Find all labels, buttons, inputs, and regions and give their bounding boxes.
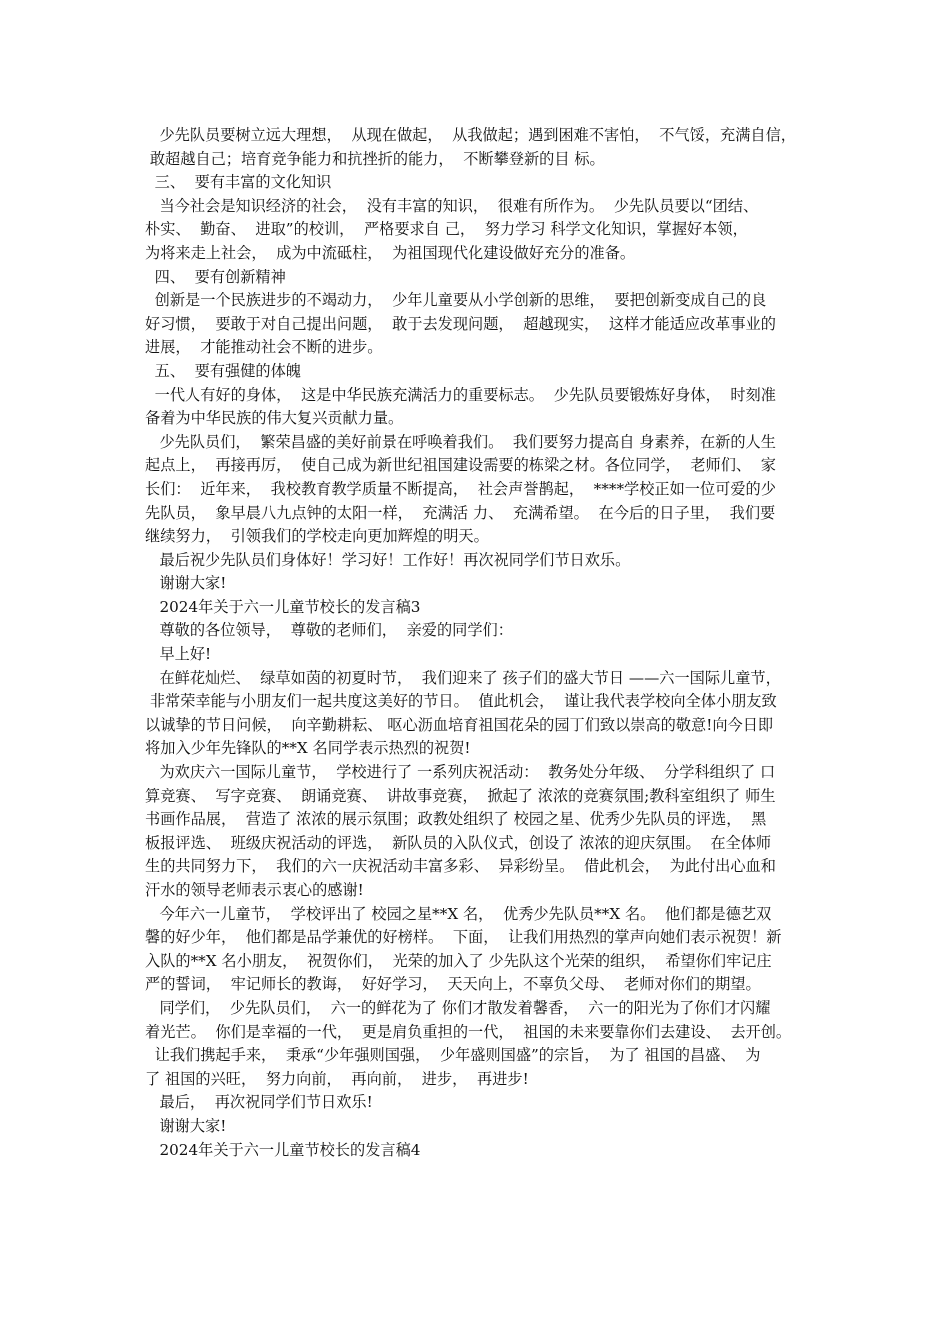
text-line: 入队的**X 名小朋友， 祝贺你们， 光荣的加入了 少先队这个光荣的组织， 希望你们牢记庄: [145, 951, 772, 970]
text-line: 最后， 再次祝同学们节日欢乐!: [145, 1093, 373, 1112]
text-line: 创新是一个民族进步的不竭动力， 少年儿童要从小学创新的思维， 要把创新变成自己的良: [145, 291, 767, 310]
text-line: 朴实、 勤奋、 进取”的校训， 严格要求自 己， 努力学习 科学文化知识，掌握好本领，: [145, 220, 748, 239]
text-line: 板报评选、 班级庆祝活动的评选， 新队员的入队仪式，创设了 浓浓的迎庆氛围。 在全体师: [145, 833, 772, 852]
text-line: 敢超越自己；培育竞争能力和抗挫折的能力， 不断攀登新的目 标。: [145, 149, 605, 168]
text-line: 谢谢大家!: [145, 1116, 227, 1135]
text-line: 严的誓词， 牢记师长的教诲， 好好学习， 天天向上，不辜负父母、 老师对你们的期望。: [145, 975, 761, 994]
text-line: 2024年关于六一儿童节校长的发言稿3: [145, 597, 421, 616]
text-line: 三、 要有丰富的文化知识: [145, 173, 332, 192]
text-line: 尊敬的各位领导， 尊敬的老师们， 亲爱的同学们：: [145, 621, 513, 640]
text-line: 一代人有好的身体， 这是中华民族充满活力的重要标志。 少先队员要锻炼好身体， 时刻准: [145, 385, 776, 404]
text-line: 早上好!: [145, 645, 212, 664]
text-line: 以诚挚的节日问候， 向辛勤耕耘、 呕心沥血培育祖国花朵的园丁们致以崇高的敬意!向今日即: [145, 715, 774, 734]
text-line: 着光芒。 你们是幸福的一代， 更是肩负重担的一代， 祖国的未来要靠你们去建设、 去开创。: [145, 1022, 792, 1041]
text-line: 馨的好少年， 他们都是品学兼优的好榜样。 下面， 让我们用热烈的掌声向她们表示祝贺！新: [145, 928, 782, 947]
text-line: 好习惯， 要敢于对自己提出问题， 敢于去发现问题， 超越现实， 这样才能适应改革事业的: [145, 314, 776, 333]
text-line: 进展， 才能推动社会不断的进步。: [145, 338, 383, 357]
document-body: [145, 124, 815, 1162]
text-line: 谢谢大家!: [145, 574, 227, 593]
text-line: 五、 要有强健的体魄: [145, 361, 301, 380]
text-line: 让我们携起手来， 秉承“少年强则国强， 少年盛则国盛”的宗旨， 为了 祖国的昌盛、 为: [145, 1046, 761, 1065]
text-line: 算竞赛、 写字竞赛、 朗诵竞赛、 讲故事竞赛， 掀起了 浓浓的竞赛氛围;教科室组织了 师生: [145, 786, 776, 805]
text-line: 汗水的领导老师表示衷心的感谢!: [145, 881, 364, 899]
text-line: 非常荣幸能与小朋友们一起共度这美好的节日。 值此机会， 谨让我代表学校向全体小朋友致: [145, 692, 777, 711]
text-line: 为欢庆六一国际儿童节， 学校进行了 一系列庆祝活动： 教务处分年级、 分学科组织了 口: [145, 763, 776, 782]
text-line: 将加入少年先锋队的**X 名同学表示热烈的祝贺!: [145, 739, 471, 758]
text-line: 长们： 近年来， 我校教育教学质量不断提高， 社会声誉鹊起， ****学校正如一位可爱的少: [145, 479, 776, 498]
text-line: 生的共同努力下， 我们的六一庆祝活动丰富多彩、 异彩纷呈。 借此机会， 为此付出心血和: [145, 857, 776, 876]
text-line: 四、 要有创新精神: [145, 267, 286, 286]
text-line: 书画作品展， 营造了 浓浓的展示氛围；政教处组织了 校园之星、优秀少先队员的评选， 黑: [145, 810, 767, 829]
text-line: 为将来走上社会， 成为中流砥柱， 为祖国现代化建设做好充分的准备。: [145, 243, 636, 262]
text-line: 了 祖国的兴旺， 努力向前， 再向前， 进步， 再进步!: [145, 1069, 529, 1088]
text-line: 先队员， 象早晨八九点钟的太阳一样， 充满活 力、 充满希望。 在今后的日子里， 我们要: [145, 503, 776, 522]
text-line: 今年六一儿童节， 学校评出了 校园之星**X 名， 优秀少先队员**X 名。 他们都是德艺双: [145, 904, 772, 923]
text-line: 少先队员要树立远大理想， 从现在做起， 从我做起；遇到困难不害怕， 不气馁，充满自信，: [145, 126, 796, 144]
text-line: 少先队员们， 繁荣昌盛的美好前景在呼唤着我们。 我们要努力提高自 身素养，在新的人生: [145, 432, 776, 451]
text-line: 在鲜花灿烂、 绿草如茵的初夏时节， 我们迎来了 孩子们的盛大节日 ——六一国际儿童节，: [145, 668, 781, 687]
text-line: 备着为中华民族的伟大复兴贡献力量。: [145, 409, 404, 428]
text-line: 最后祝少先队员们身体好！学习好！工作好！再次祝同学们节日欢乐。: [145, 550, 631, 569]
text-line: 2024年关于六一儿童节校长的发言稿4: [145, 1140, 421, 1159]
text-line: 继续努力， 引领我们的学校走向更加辉煌的明天。: [145, 527, 489, 546]
text-line: 同学们， 少先队员们， 六一的鲜花为了 你们才散发着馨香， 六一的阳光为了你们才闪耀: [145, 998, 771, 1017]
text-line: 当今社会是知识经济的社会， 没有丰富的知识， 很难有所作为。 少先队员要以“团结、: [145, 196, 759, 215]
text-line: 起点上， 再接再厉， 使自己成为新世纪祖国建设需要的栋梁之材。各位同学， 老师们、 家: [145, 456, 776, 475]
